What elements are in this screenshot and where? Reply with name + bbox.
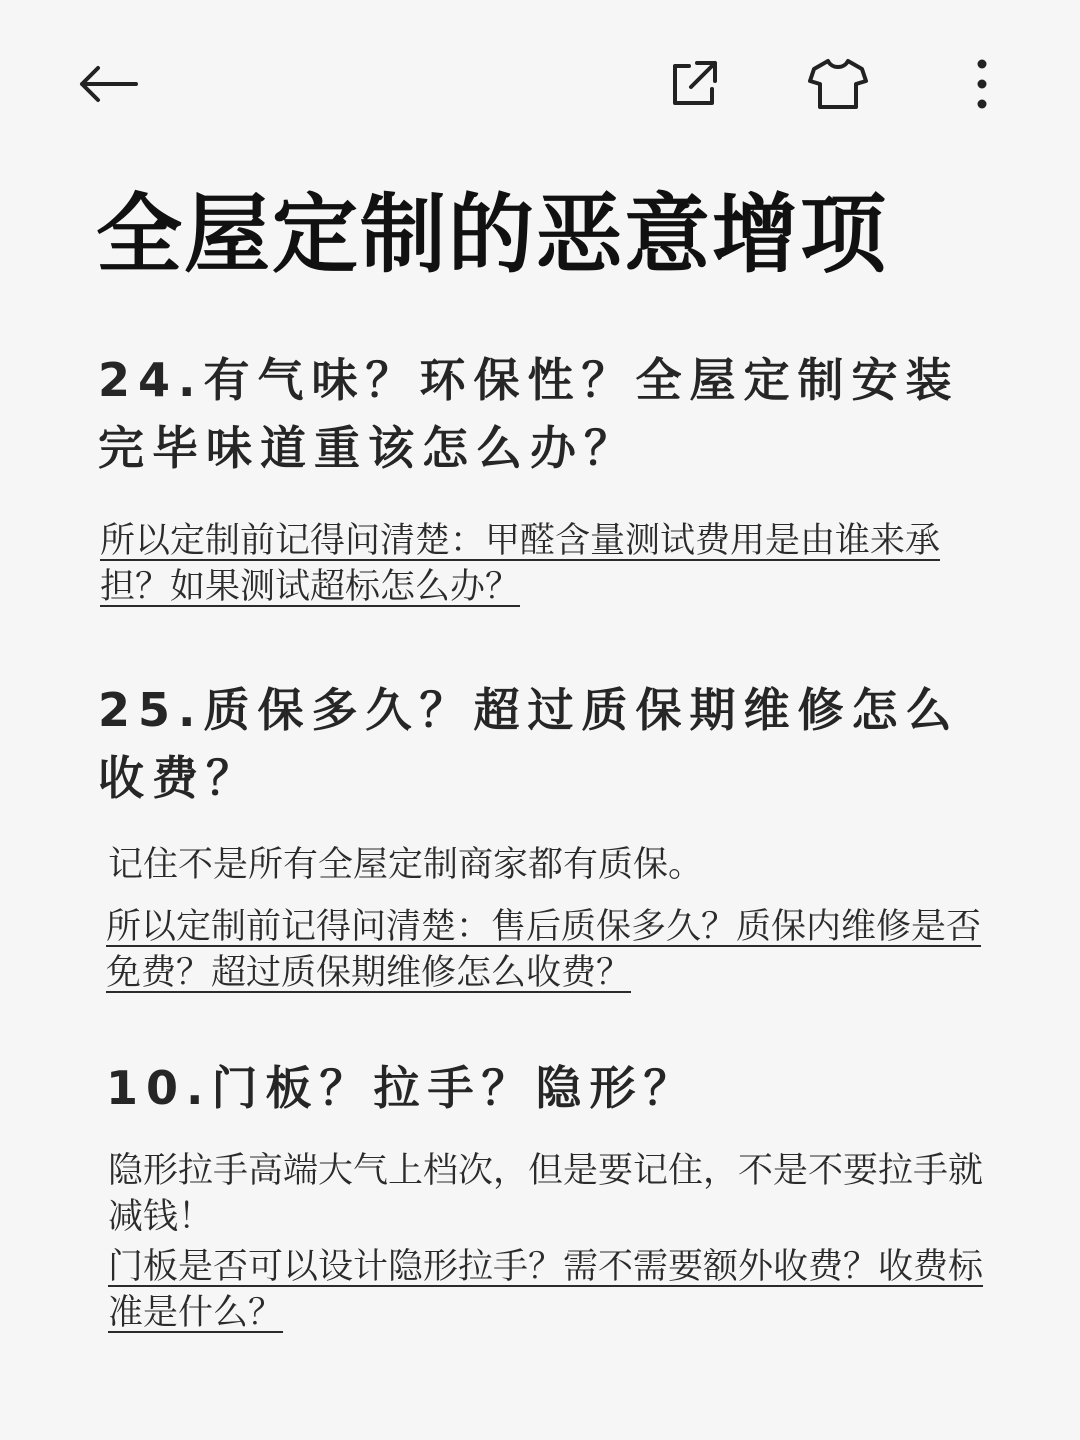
question-25-note: 所以定制前记得问清楚：售后质保多久？质保内维修是否免费？超过质保期维修怎么收费？ xyxy=(106,907,982,993)
tshirt-button[interactable] xyxy=(802,48,874,120)
more-vertical-icon xyxy=(972,56,992,112)
question-25: 25.质保多久？超过质保期维修怎么收费？ xyxy=(98,683,960,805)
more-options-button[interactable] xyxy=(946,48,1018,120)
arrow-left-icon xyxy=(76,64,140,104)
top-toolbar xyxy=(0,0,1080,170)
article-title: 全屋定制的恶意增项 xyxy=(96,185,888,285)
question-10: 10.门板？拉手？隐形？ xyxy=(106,1061,698,1115)
question-25-statement: 记住不是所有全屋定制商家都有质保。 xyxy=(108,845,704,885)
question-24: 24.有气味？环保性？全屋定制安装完毕味道重该怎么办？ xyxy=(98,353,960,475)
tshirt-icon xyxy=(808,57,868,111)
share-button[interactable] xyxy=(658,48,730,120)
question-24-note: 所以定制前记得问清楚：甲醛含量测试费用是由谁来承担？如果测试超标怎么办？ xyxy=(100,521,941,607)
external-share-icon xyxy=(667,57,721,111)
question-10-note: 门板是否可以设计隐形拉手？需不需要额外收费？收费标准是什么？ xyxy=(108,1247,984,1333)
question-10-statement: 隐形拉手高端大气上档次，但是要记住，不是不要拉手就减钱！ xyxy=(108,1151,984,1237)
back-button[interactable] xyxy=(72,48,144,120)
